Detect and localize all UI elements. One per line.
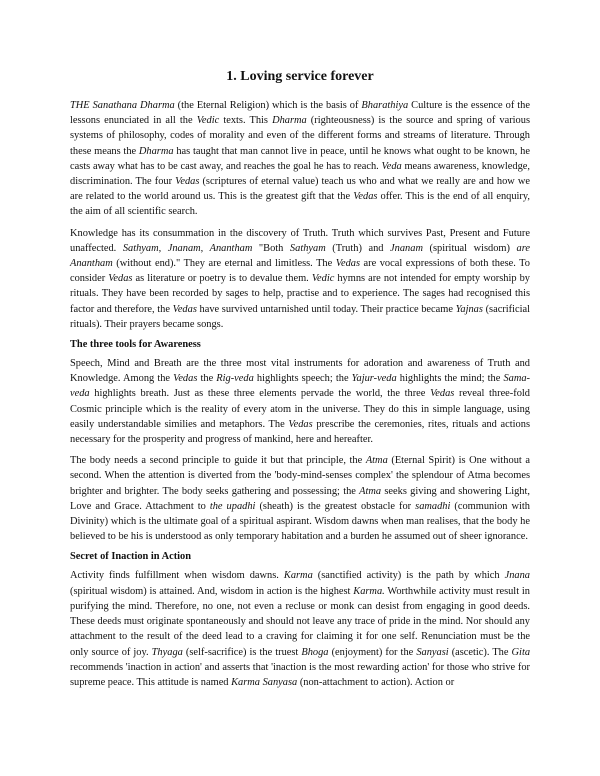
heading-inaction-in-action: Secret of Inaction in Action <box>70 551 192 563</box>
paragraph-atma <box>70 453 530 544</box>
italic-term: Sathyam <box>289 242 326 254</box>
text-run: highlights speech; the <box>253 373 352 385</box>
italic-term: are Anantham <box>70 242 530 270</box>
text-run: has taught that man cannot live in peace, until he knows what ought to be known, he casts away what has to be cast away, and reaches the goal he has to reach. <box>70 145 530 172</box>
italic-term: Gita <box>511 646 531 658</box>
italic-term: Vedas <box>430 388 455 400</box>
text-run: are vocal expressions of both these. To consider <box>70 258 530 285</box>
text-run: (sheath) is the greatest obstacle for <box>255 500 416 512</box>
text-run: Speech, Mind and Breath are the three most vital instruments for adoration and awareness of Truth and Knowledge. Among the <box>70 358 530 385</box>
italic-term: Bharathiya <box>361 100 409 111</box>
text-run: highlights breath. Just as these three elements pervade the world, the three <box>89 388 431 400</box>
italic-term: samadhi <box>415 500 451 512</box>
italic-term: Bhoga <box>301 646 329 658</box>
text-run: (spiritual wisdom) is attained. And, wisdom in action is the highest <box>70 585 354 597</box>
text-run: (communion with Divinity) which is the ultimate goal of a spiritual aspirant. Wisdom dawns when man realises, that the body he believed to be his is understood as only temporary habitation and a burden he assumed out of sheer ignorance. <box>70 500 530 543</box>
italic-term: Veda <box>381 160 402 172</box>
italic-term: Atma <box>359 485 382 497</box>
text-run: recommends 'inaction in action' and asserts that 'inaction is the most rewarding action' for those who strive for supreme peace. This attitude is named <box>70 661 530 688</box>
text-run: as literature or poetry is to devalue them. <box>132 273 312 285</box>
text-run: (non-attachment to action). Action or <box>297 676 455 688</box>
text-run: hymns are not intended for empty worship by rituals. They have been recorded by sages to help, practise and to experience. The sages had recognised this factor and therefore, the <box>70 273 530 315</box>
italic-term: Vedas <box>288 418 313 430</box>
italic-term: Vedic <box>311 273 335 285</box>
paragraph-karma <box>70 568 530 690</box>
text-run: (righteousness) is the source and spring of various systems of philosophy, codes of morality and even of the different forms and streams of literature. Through these means the <box>70 115 530 157</box>
italic-term: Rig-veda <box>216 373 254 385</box>
text-run: highlights the mind; the <box>396 373 504 385</box>
text-run: (the Eternal Religion) which is the basis of <box>174 100 362 111</box>
text-run: the <box>197 373 217 385</box>
heading-three-tools: The three tools for Awareness <box>70 339 201 351</box>
text-run: seeks giving and showering Light, Love and Grace. Attachment to <box>70 485 530 512</box>
italic-term: Sanyasi <box>416 646 449 658</box>
text-run: texts. This <box>219 115 273 127</box>
text-run: means awareness, knowledge, discrimination. The four <box>70 160 530 188</box>
text-run: "Both <box>252 242 290 254</box>
text-run: Culture is the essence of the lessons enunciated in all the <box>70 100 530 127</box>
italic-term: Thyaga <box>151 646 183 658</box>
italic-term: the upadhi <box>209 500 256 512</box>
text-run: have survived untarnished until today. Their practice became <box>196 303 456 315</box>
paragraph-knowledge-truth <box>70 226 530 332</box>
text-run: (enjoyment) for the <box>328 646 417 658</box>
italic-term: Jnana <box>504 570 531 582</box>
text-run: (sanctified activity) is the path by which <box>312 570 505 582</box>
italic-term: Vedas <box>353 191 378 203</box>
text-run: Knowledge has its consummation in the discovery of Truth. Truth which survives Past, Present and Future unaffected. <box>70 227 530 254</box>
italic-term: Dharma <box>138 145 174 157</box>
text-run: (Truth) and <box>325 242 391 254</box>
italic-term: Sathyam, Jnanam, Anantham <box>122 242 253 254</box>
page-title: 1. Loving service forever <box>226 69 374 84</box>
text-run: The body needs a second principle to guide it but that principle, the <box>70 455 366 467</box>
text-run: (sacrificial rituals). Their prayers became songs. <box>70 303 530 330</box>
italic-term: Vedas <box>175 176 200 188</box>
italic-term: Karma. <box>353 585 385 597</box>
italic-term: Karma <box>283 570 313 582</box>
italic-term: Vedas <box>172 303 197 315</box>
italic-term: Jnanam <box>390 242 423 254</box>
italic-term: Yajnas <box>455 303 483 315</box>
paragraph-speech-mind-breath <box>70 356 530 447</box>
italic-term: Atma <box>365 455 388 467</box>
text-run: prescribe the ceremonies, rites, rituals and actions necessary for the prosperity and progress of mankind, here and hereafter. <box>70 418 530 446</box>
italic-term: Vedas <box>108 273 133 285</box>
italic-term: Yajur-veda <box>351 373 397 385</box>
text-run: (without end)." They are eternal and limitless. The <box>112 258 336 270</box>
italic-term: Vedas <box>335 258 361 270</box>
text-run: (spiritual wisdom) <box>422 242 517 254</box>
text-run: (self-sacrifice) is the truest <box>182 646 302 658</box>
italic-term: Karma Sanyasa <box>231 676 298 688</box>
text-run: (Eternal Spirit) is One without a second. When the attention is diverted from the 'body-mind-senses complex' the splendour of Atma becomes brighter and brighter. The body seeks gathering and possessing; the <box>70 455 530 497</box>
italic-term: Vedas <box>173 373 198 385</box>
paragraph-eternal-religion <box>70 98 530 220</box>
italic-term: Dharma <box>272 115 307 127</box>
text-run: (scriptures of eternal value) teach us who and what we really are and how we are related to the world around us. This is the greatest gift that the <box>70 176 530 203</box>
text-run: Worthwhile activity must result in purifying the mind. Therefore, no one, not even a recluse or monk can desist from engaging in good deeds. These deeds must originate spontaneously and should not leave any trace of pride in the mind. Nor should any attachment to the result of the deed lead to a craving for claiming it for one self. Renunciation must be the only source of joy. <box>70 585 530 658</box>
text-run: (ascetic). The <box>448 646 512 658</box>
text-run: offer. This is the end of all enquiry, the aim of all scientific search. <box>70 191 530 218</box>
italic-term: Sama-veda <box>70 373 530 400</box>
italic-term: Vedic <box>196 115 220 127</box>
text-run: reveal three-fold Cosmic principle which is the reality of every atom in the universe. They do this in simple language, using easily understandable similies and metaphors. The <box>70 388 530 430</box>
italic-term: THE Sanathana Dharma <box>70 100 175 111</box>
text-run: Activity finds fulfillment when wisdom dawns. <box>70 570 284 582</box>
